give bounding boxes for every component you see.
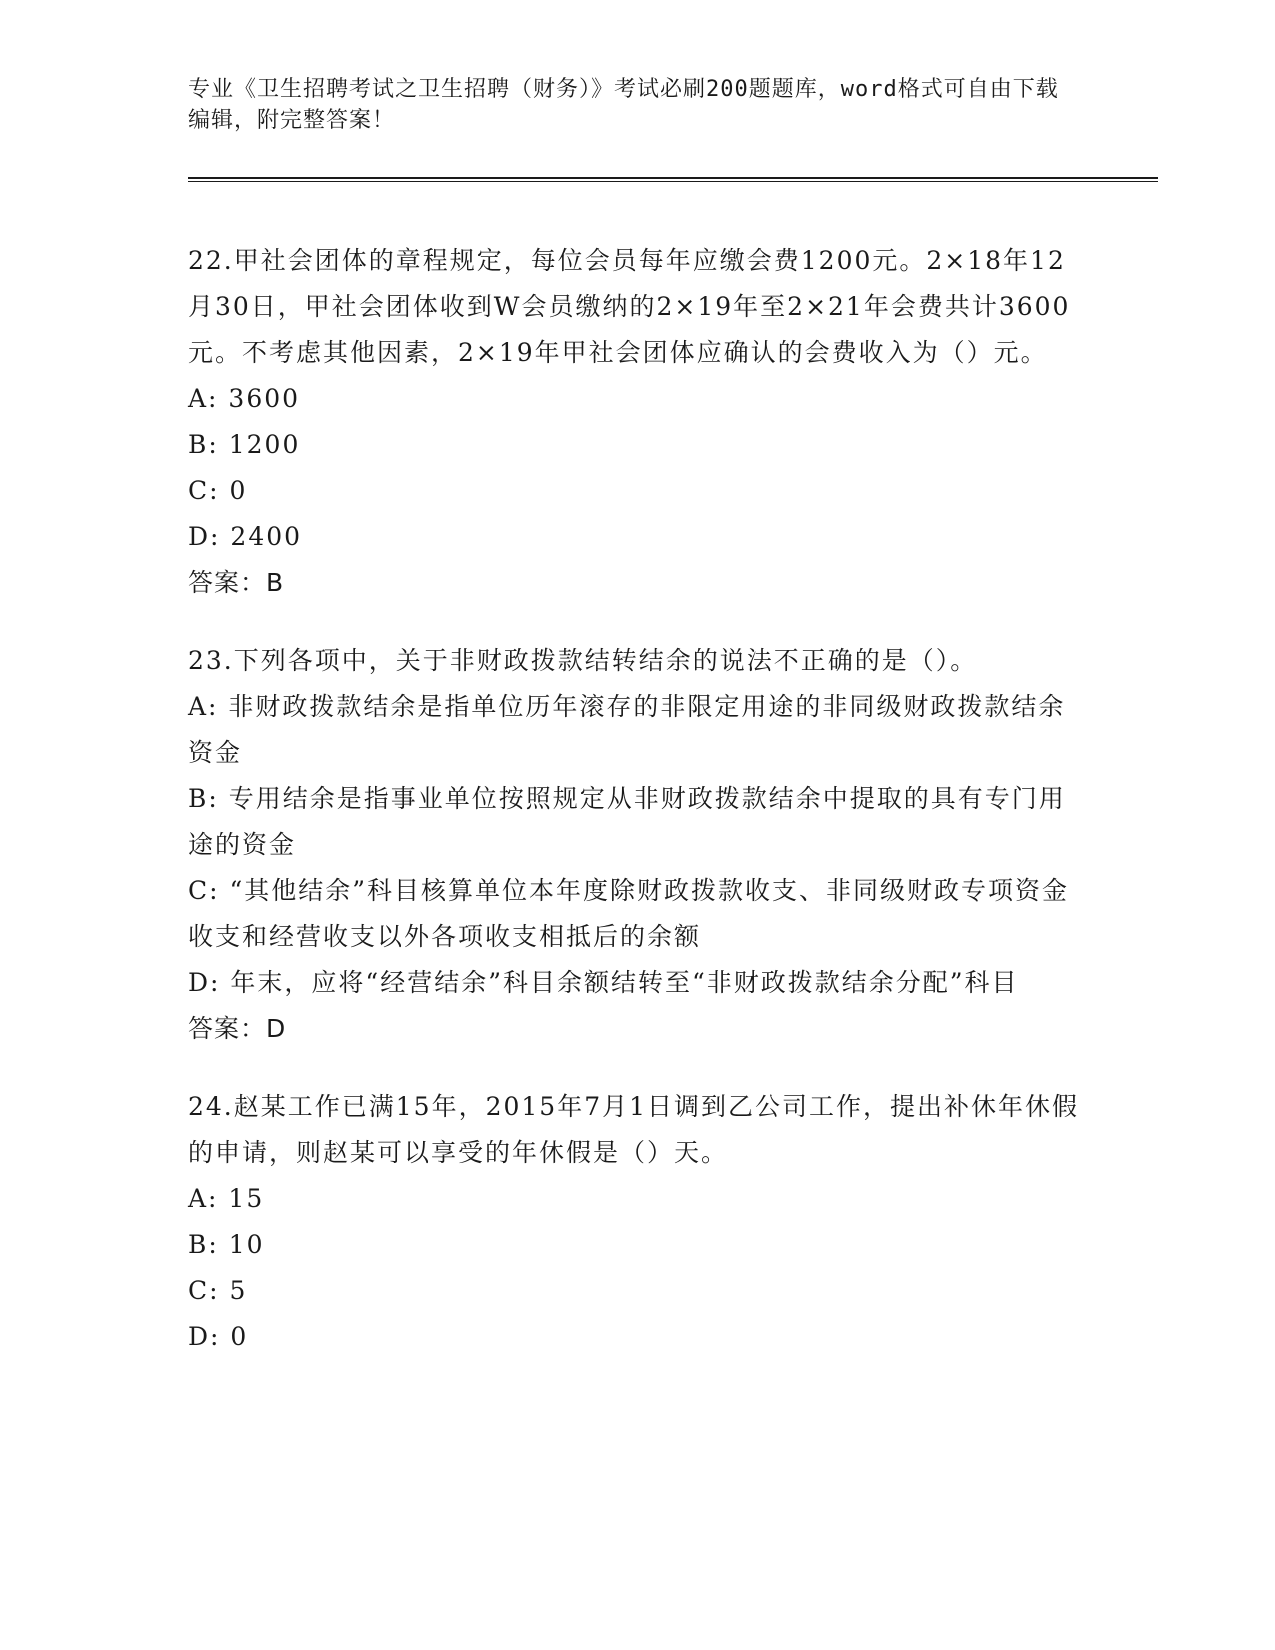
- question-stem: 24.赵某工作已满15年，2015年7月1日调到乙公司工作，提出补休年休假的申请，则赵某可以享受的年休假是（）天。: [188, 1092, 1080, 1167]
- document-header: 专业《卫生招聘考试之卫生招聘（财务）》考试必刷200题题库，word格式可自由下载编辑，附完整答案！: [188, 77, 1059, 133]
- answer-line: 答案：B: [188, 568, 285, 597]
- option-a: A: 15: [188, 1184, 265, 1213]
- question-24: [188, 1084, 1088, 1360]
- question-stem: 23.下列各项中，关于非财政拨款结转结余的说法不正确的是（）。: [188, 646, 978, 675]
- option-d: D: 年末，应将“经营结余”科目余额结转至“非财政拨款结余分配”科目: [188, 968, 1019, 997]
- option-c: C: “其他结余”科目核算单位本年度除财政拨款收支、非同级财政专项资金收支和经营收支以外各项收支相抵后的余额: [188, 876, 1070, 951]
- question-22: [188, 238, 1088, 606]
- option-c: C: 0: [188, 476, 248, 505]
- question-list: [188, 238, 1088, 1392]
- option-b: B: 专用结余是指事业单位按照规定从非财政拨款结余中提取的具有专门用途的资金: [188, 784, 1066, 859]
- answer-line: 答案：D: [188, 1014, 287, 1043]
- option-c: C: 5: [188, 1276, 248, 1305]
- option-a: A: 非财政拨款结余是指单位历年滚存的非限定用途的非同级财政拨款结余资金: [188, 692, 1066, 767]
- option-a: A: 3600: [188, 384, 301, 413]
- question-stem: 22.甲社会团体的章程规定，每位会员每年应缴会费1200元。2×18年12月30日，甲社会团体收到W会员缴纳的2×19年至2×21年会费共计3600元。不考虑其他因素，2×19年甲社会团体应确认的会费收入为（）元。: [188, 246, 1071, 367]
- option-b: B: 1200: [188, 430, 301, 459]
- option-d: D: 2400: [188, 522, 303, 551]
- question-23: [188, 638, 1088, 1052]
- option-b: B: 10: [188, 1230, 265, 1259]
- header-divider: [188, 177, 1158, 182]
- option-d: D: 0: [188, 1322, 249, 1351]
